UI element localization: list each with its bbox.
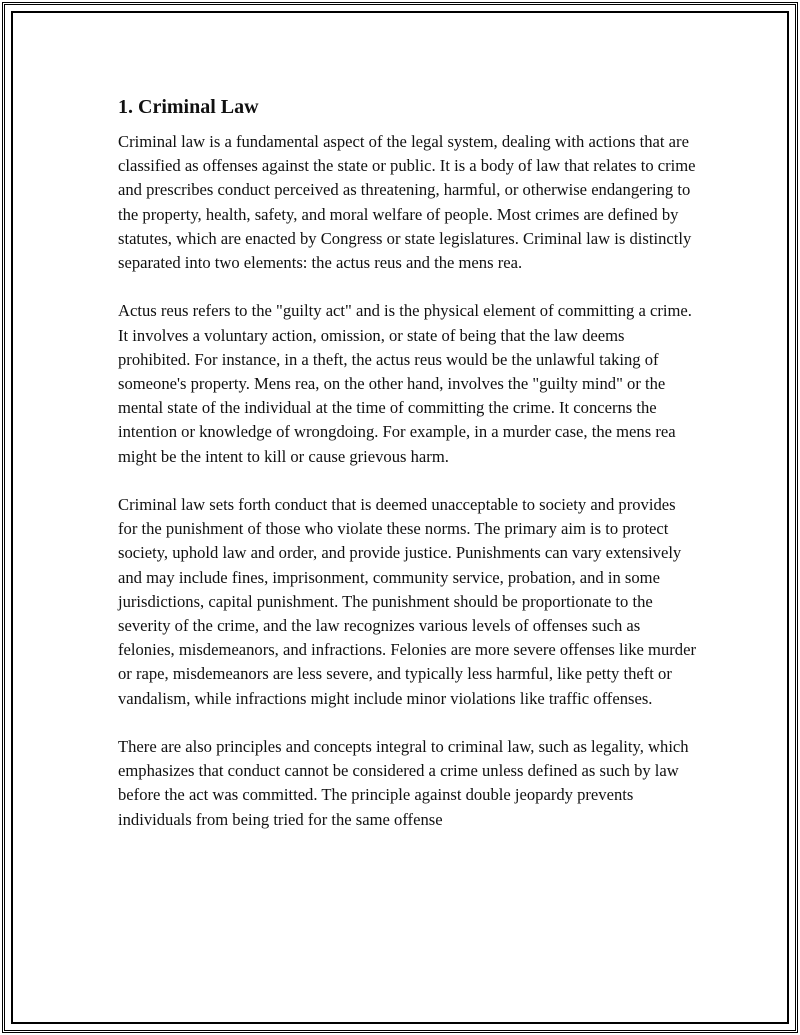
paragraph-principles: There are also principles and concepts integral to criminal law, such as legality, which emphasizes that conduct cannot be considered a crime unless defined as such by law before the act was committed. The principle against double jeopardy prevents individuals from being tried for the same offense (118, 737, 689, 829)
paragraph-criminal-law-intro: Criminal law is a fundamental aspect of the legal system, dealing with actions that are classified as offenses against the state or public. It is a body of law that relates to crime and prescribes conduct perceived as threatening, harmful, or otherwise endangering to the property, health, safety, and moral welfare of people. Most crimes are defined by statutes, which are enacted by Congress or state legislatures. Criminal law is distinctly separated into two elements: the actus reus and the mens rea. (118, 132, 696, 273)
paragraph-actus-reus-mens-rea: Actus reus refers to the "guilty act" and is the physical element of committing a crime. It involves a voluntary action, omission, or state of being that the law deems prohibited. For instance, in a theft, the actus reus would be the unlawful taking of someone's property. Mens rea, on the other hand, involves the "guilty mind" or the mental state of the individual at the time of committing the crime. It concerns the intention or knowledge of wrongdoing. For example, in a murder case, the mens rea might be the intent to kill or cause grievous harm. (118, 301, 692, 466)
paragraph-punishment: Criminal law sets forth conduct that is deemed unacceptable to society and provides for the punishment of those who violate these norms. The primary aim is to protect society, uphold law and order, and provide justice. Punishments can vary extensively and may include fines, imprisonment, community service, probation, and in some jurisdictions, capital punishment. The punishment should be proportionate to the severity of the crime, and the law recognizes various levels of offenses such as felonies, misdemeanors, and infractions. Felonies are more severe offenses like murder or rape, misdemeanors are less severe, and typically less harmful, like petty theft or vandalism, while infractions might include minor violations like traffic offenses. (118, 495, 696, 708)
document-body (118, 94, 698, 856)
section-heading: 1. Criminal Law (118, 96, 259, 118)
